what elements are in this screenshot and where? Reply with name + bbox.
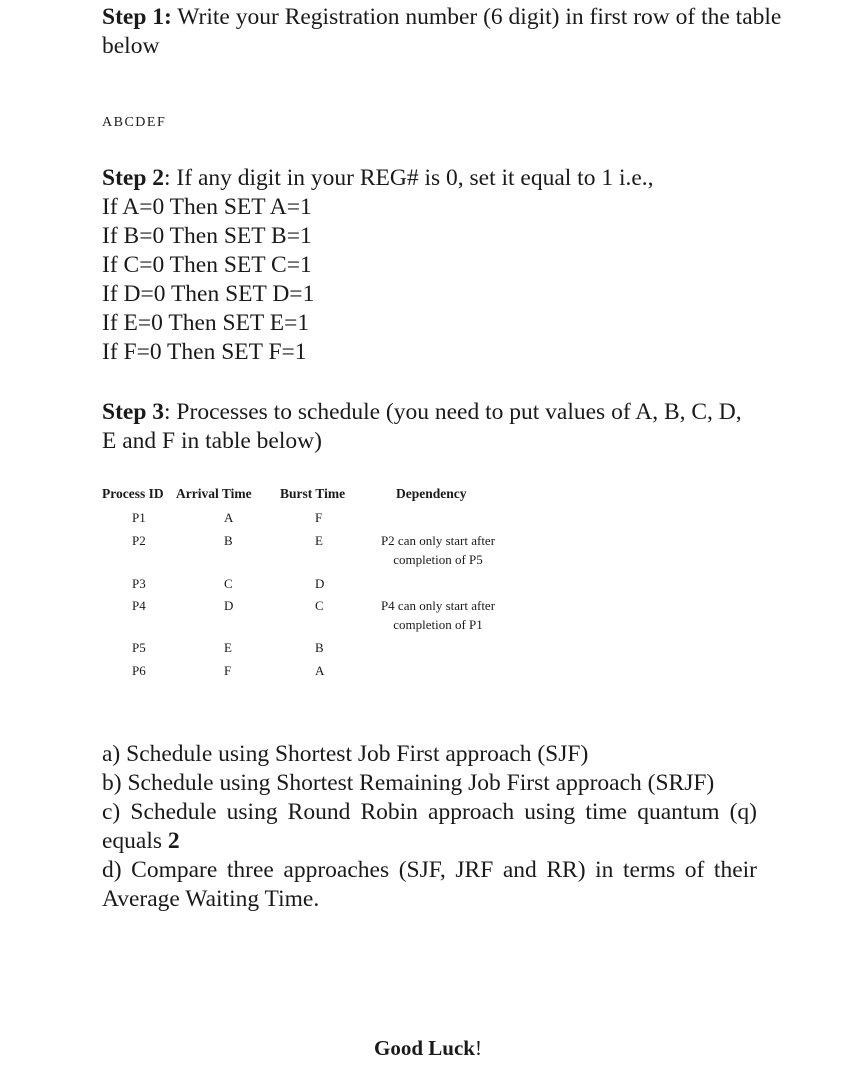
good-luck-exclaim: !: [474, 1036, 482, 1060]
question-c-text: c) Schedule using Round Robin approach using time quantum (q) equals: [102, 799, 757, 854]
table-cell-pid: P1: [132, 510, 146, 525]
step2-paragraph: [102, 164, 782, 367]
step2-rule: If D=0 Then SET D=1: [102, 281, 315, 307]
table-cell-burst: F: [315, 510, 323, 525]
header-dependency: Dependency: [396, 486, 467, 501]
table-cell-pid: P6: [132, 663, 146, 678]
step2-rule: If A=0 Then SET A=1: [102, 194, 312, 220]
table-cell-pid: P4: [132, 598, 146, 613]
header-arrival-time: Arrival Time: [176, 486, 252, 501]
table-cell-burst: C: [315, 598, 324, 613]
good-luck-text: Good Luck: [374, 1036, 475, 1060]
table-cell-arrival: A: [224, 510, 234, 525]
step2-text: : If any digit in your REG# is 0, set it equal to 1 i.e.,: [164, 165, 654, 191]
question-a: a) Schedule using Shortest Job First approach (SJF): [102, 741, 589, 767]
step2-rule: If E=0 Then SET E=1: [102, 310, 310, 336]
table-cell-burst: D: [315, 576, 325, 591]
step2-rule: If B=0 Then SET B=1: [102, 223, 312, 249]
question-c: [102, 798, 757, 856]
questions-list: [102, 740, 757, 914]
table-cell-dependency: P2 can only start after completion of P5: [380, 533, 496, 567]
table-cell-dependency: P4 can only start after completion of P1: [380, 598, 496, 632]
header-process-id: Process ID: [102, 486, 164, 501]
step2-intro: [102, 164, 782, 193]
step1-text: Write your Registration number (6 digit) in first row of the table below: [102, 4, 782, 59]
header-burst-time: Burst Time: [280, 486, 346, 501]
step3-text: : Processes to schedule (you need to put values of A, B, C, D, E and F in table below): [102, 399, 742, 454]
step1-label: Step 1:: [102, 4, 172, 30]
table-cell-arrival: D: [224, 598, 234, 613]
table-cell-pid: P5: [132, 640, 146, 655]
table-cell-burst: E: [315, 533, 323, 548]
question-c-value: 2: [167, 828, 180, 854]
step2-label: Step 2: [102, 165, 165, 191]
registration-row: ABCDEF: [102, 115, 167, 130]
table-cell-burst: B: [315, 640, 324, 655]
question-b: b) Schedule using Shortest Remaining Job First approach (SRJF): [102, 770, 715, 796]
table-cell-arrival: C: [224, 576, 233, 591]
step3-paragraph: [102, 398, 757, 456]
step1-paragraph: [102, 3, 782, 61]
table-cell-pid: P3: [132, 576, 146, 591]
step2-rule: If C=0 Then SET C=1: [102, 252, 312, 278]
good-luck-footer: [0, 1036, 856, 1061]
table-cell-burst: A: [315, 663, 325, 678]
step2-rule: If F=0 Then SET F=1: [102, 339, 307, 365]
question-d: d) Compare three approaches (SJF, JRF and RR) in terms of their Average Waiting Time.: [102, 857, 757, 912]
step3-label: Step 3: [102, 399, 165, 425]
table-cell-arrival: F: [224, 663, 232, 678]
table-cell-pid: P2: [132, 533, 146, 548]
table-cell-arrival: E: [224, 640, 232, 655]
table-cell-arrival: B: [224, 533, 233, 548]
